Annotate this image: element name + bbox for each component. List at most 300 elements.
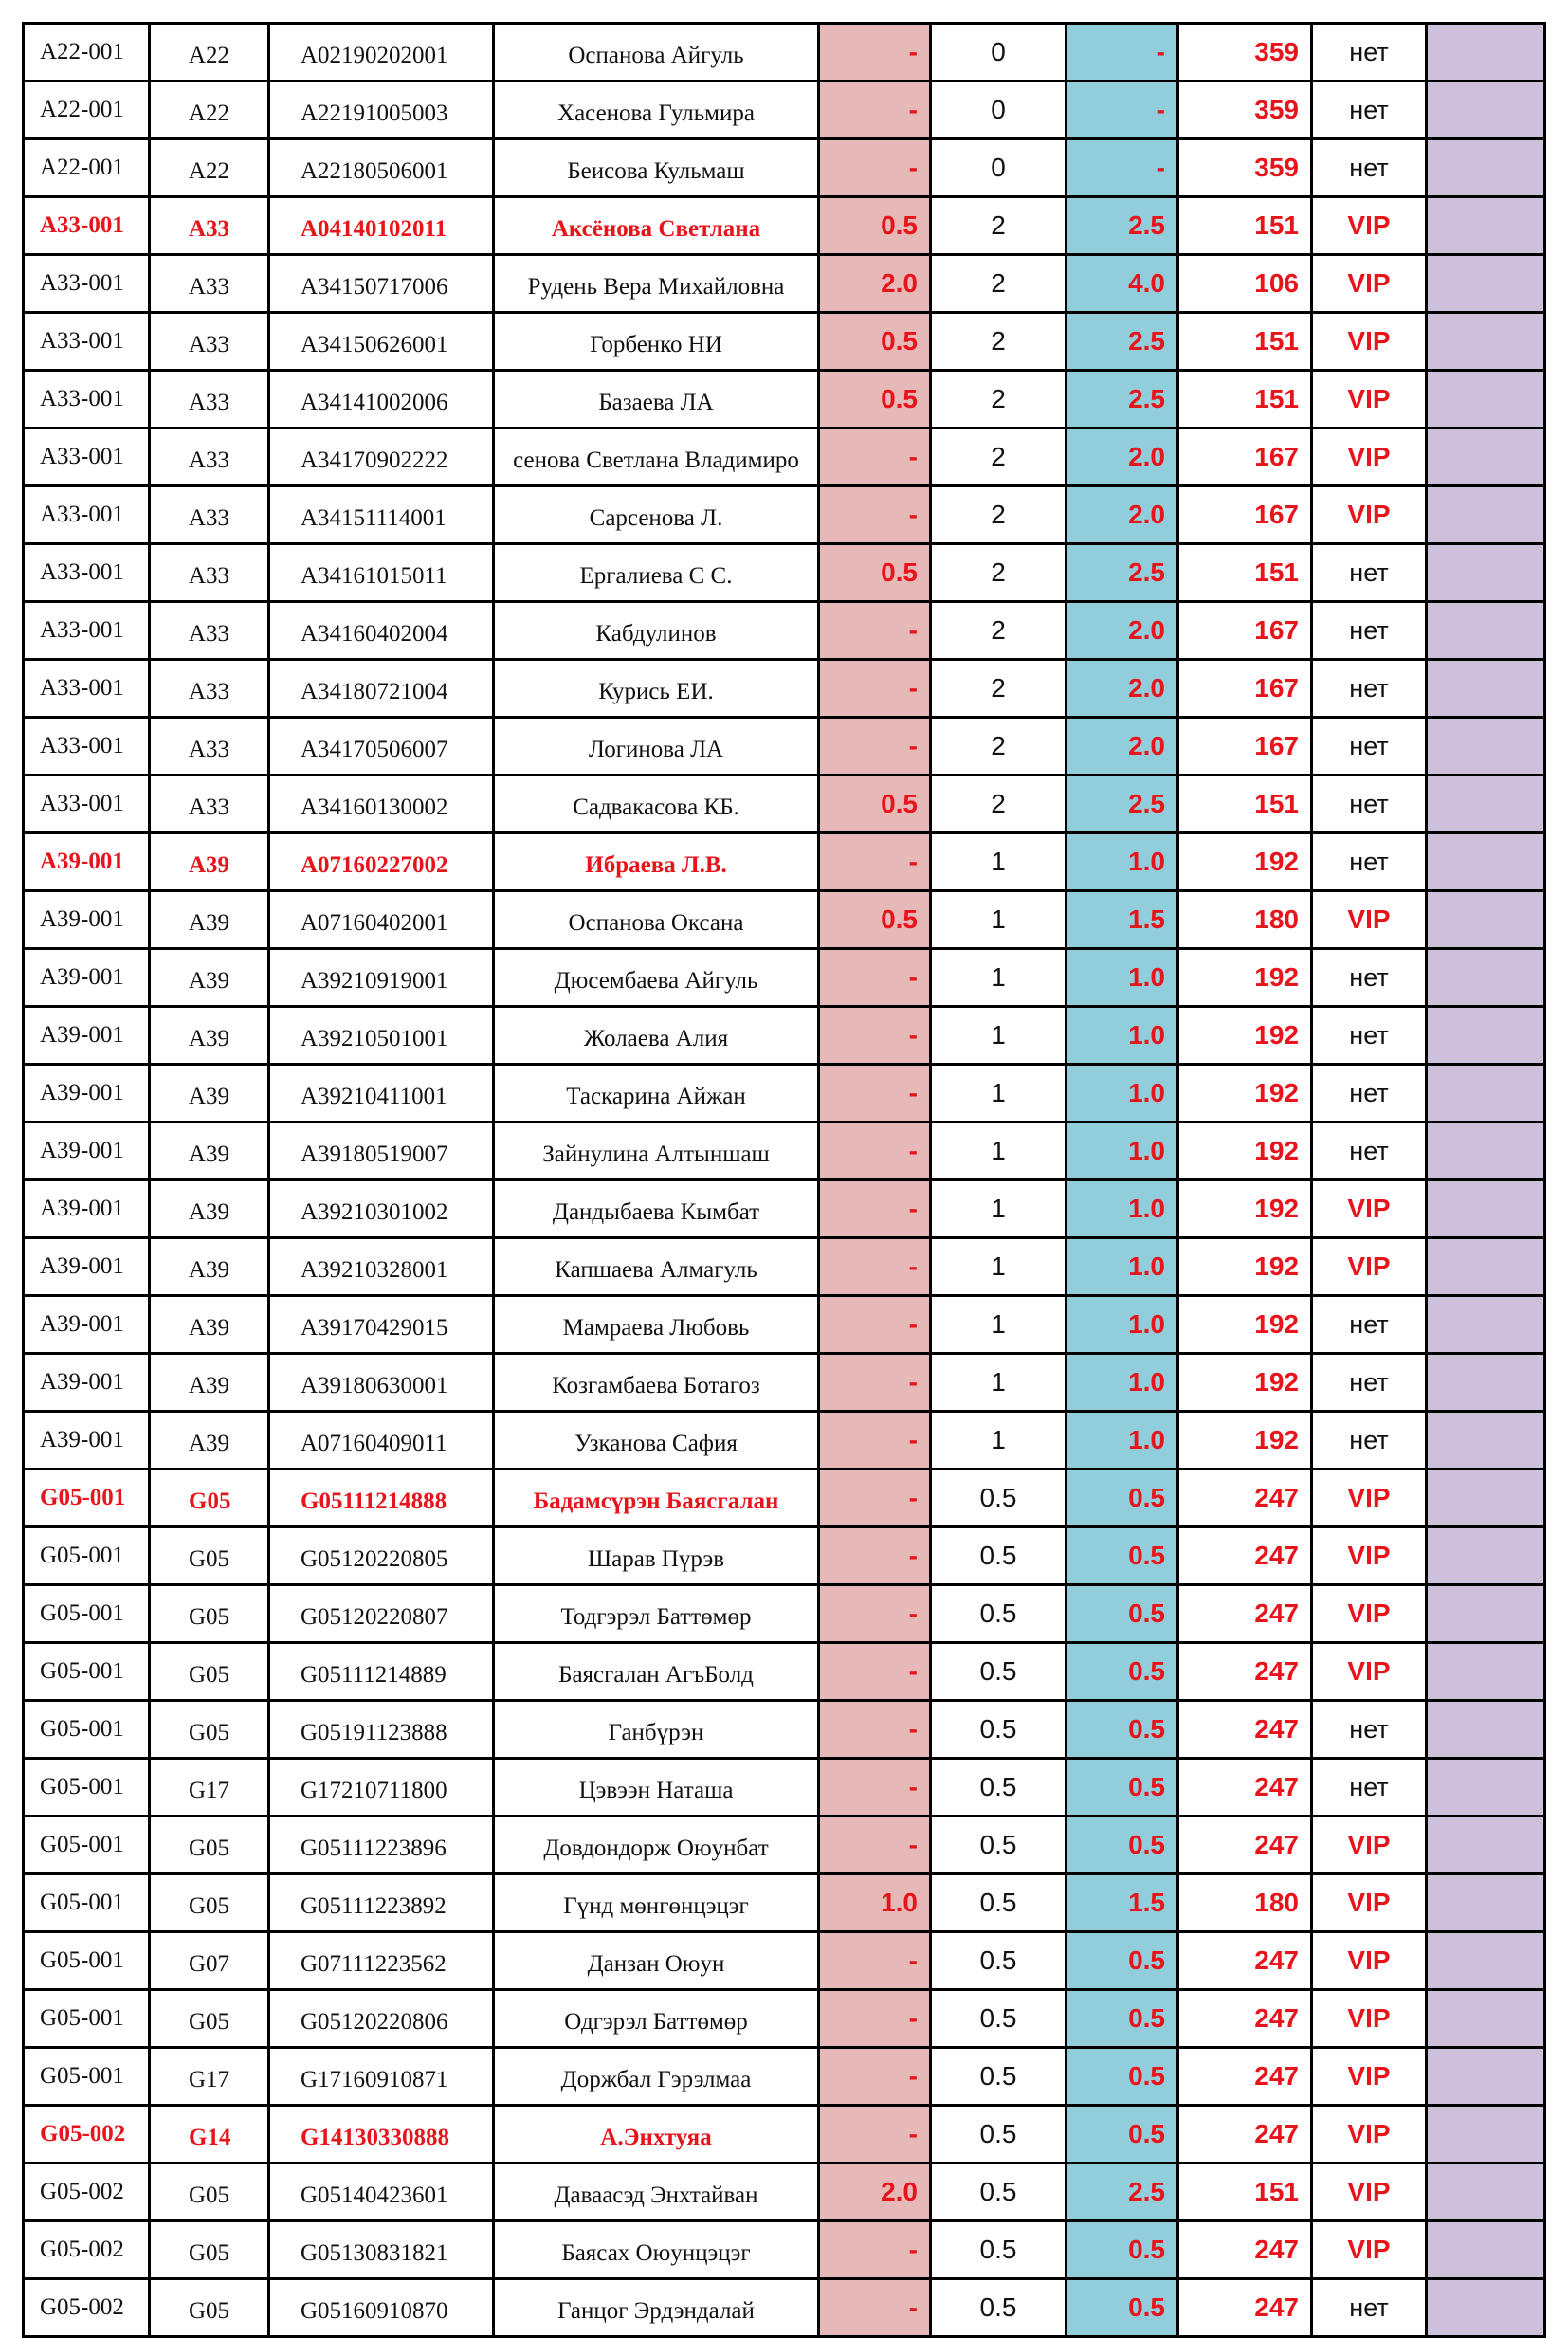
subgroup-cell: A33 — [150, 776, 269, 833]
bonus-cell: 0.5 — [819, 891, 931, 949]
group-cell: G05-002 — [24, 2106, 150, 2164]
status-cell: VIP — [1312, 313, 1427, 371]
name-cell: Гүнд мөнгөнцэцэг — [494, 1874, 819, 1932]
count-cell: 1 — [931, 1412, 1067, 1470]
status-cell: VIP — [1312, 891, 1427, 949]
price-cell: 247 — [1178, 1817, 1312, 1874]
subgroup-cell: A33 — [150, 255, 269, 313]
extra-cell — [1427, 1759, 1545, 1817]
name-cell: Рудень Вера Михайловна — [494, 255, 819, 313]
count-cell: 2 — [931, 602, 1067, 660]
extra-cell — [1427, 2279, 1545, 2337]
price-cell: 167 — [1178, 486, 1312, 544]
price-cell: 151 — [1178, 544, 1312, 602]
count-cell: 2 — [931, 313, 1067, 371]
price-cell: 192 — [1178, 1354, 1312, 1412]
subgroup-cell: A39 — [150, 891, 269, 949]
name-cell: Ганцог Эрдэндалай — [494, 2279, 819, 2337]
group-cell: A39-001 — [24, 949, 150, 1007]
subgroup-cell: G14 — [150, 2106, 269, 2164]
price-cell: 167 — [1178, 602, 1312, 660]
group-cell: G05-001 — [24, 1701, 150, 1759]
code-cell: A22180506001 — [269, 139, 494, 197]
name-cell: А.Энхтуяа — [494, 2106, 819, 2164]
table-row — [24, 2279, 1545, 2337]
name-cell: Кабдулинов — [494, 602, 819, 660]
count-cell: 2 — [931, 544, 1067, 602]
code-cell: G05111223892 — [269, 1874, 494, 1932]
bonus-cell: 0.5 — [819, 371, 931, 429]
group-cell: A22-001 — [24, 139, 150, 197]
name-cell: Ергалиева С С. — [494, 544, 819, 602]
table-row — [24, 1238, 1545, 1296]
price-cell: 167 — [1178, 718, 1312, 776]
count-cell: 0 — [931, 82, 1067, 139]
total-cell: 2.0 — [1067, 486, 1178, 544]
extra-cell — [1427, 1354, 1545, 1412]
count-cell: 2 — [931, 660, 1067, 718]
extra-cell — [1427, 544, 1545, 602]
table-row — [24, 1817, 1545, 1874]
price-cell: 192 — [1178, 1238, 1312, 1296]
code-cell: A34141002006 — [269, 371, 494, 429]
table-row — [24, 2164, 1545, 2221]
count-cell: 0.5 — [931, 1701, 1067, 1759]
count-cell: 1 — [931, 891, 1067, 949]
code-cell: A34150717006 — [269, 255, 494, 313]
count-cell: 1 — [931, 1065, 1067, 1123]
bonus-cell: - — [819, 1932, 931, 1990]
count-cell: 1 — [931, 949, 1067, 1007]
code-cell: A34170506007 — [269, 718, 494, 776]
price-cell: 192 — [1178, 1296, 1312, 1354]
total-cell: 0.5 — [1067, 1932, 1178, 1990]
name-cell: Козгамбаева Ботагоз — [494, 1354, 819, 1412]
total-cell: 0.5 — [1067, 1817, 1178, 1874]
group-cell: A33-001 — [24, 486, 150, 544]
status-cell: VIP — [1312, 1932, 1427, 1990]
status-cell: нет — [1312, 1759, 1427, 1817]
price-cell: 106 — [1178, 255, 1312, 313]
bonus-cell: - — [819, 2048, 931, 2106]
price-cell: 192 — [1178, 833, 1312, 891]
total-cell: 0.5 — [1067, 1643, 1178, 1701]
table-row — [24, 602, 1545, 660]
code-cell: A02190202001 — [269, 24, 494, 82]
table-row — [24, 1470, 1545, 1527]
status-cell: VIP — [1312, 1180, 1427, 1238]
code-cell: A22191005003 — [269, 82, 494, 139]
bonus-cell: 2.0 — [819, 255, 931, 313]
name-cell: Курись ЕИ. — [494, 660, 819, 718]
count-cell: 0.5 — [931, 1990, 1067, 2048]
table-row — [24, 24, 1545, 82]
extra-cell — [1427, 1412, 1545, 1470]
code-cell: G07111223562 — [269, 1932, 494, 1990]
table-row — [24, 429, 1545, 486]
status-cell: нет — [1312, 139, 1427, 197]
status-cell: VIP — [1312, 371, 1427, 429]
name-cell: Дюсембаева Айгуль — [494, 949, 819, 1007]
status-cell: нет — [1312, 2279, 1427, 2337]
bonus-cell: 2.0 — [819, 2164, 931, 2221]
table-row — [24, 1123, 1545, 1180]
bonus-cell: - — [819, 1643, 931, 1701]
subgroup-cell: A33 — [150, 371, 269, 429]
extra-cell — [1427, 891, 1545, 949]
code-cell: G05130831821 — [269, 2221, 494, 2279]
code-cell: G17210711800 — [269, 1759, 494, 1817]
table-row — [24, 891, 1545, 949]
subgroup-cell: G05 — [150, 1874, 269, 1932]
table-row — [24, 1354, 1545, 1412]
price-cell: 247 — [1178, 1932, 1312, 1990]
name-cell: Данзан Оюун — [494, 1932, 819, 1990]
bonus-cell: - — [819, 2106, 931, 2164]
status-cell: VIP — [1312, 2106, 1427, 2164]
bonus-cell: - — [819, 949, 931, 1007]
table-row — [24, 486, 1545, 544]
bonus-cell: 0.5 — [819, 544, 931, 602]
table-row — [24, 82, 1545, 139]
name-cell: Бадамсүрэн Баясгалан — [494, 1470, 819, 1527]
group-cell: G05-001 — [24, 1932, 150, 1990]
status-cell: VIP — [1312, 1643, 1427, 1701]
table-row — [24, 2106, 1545, 2164]
price-cell: 192 — [1178, 949, 1312, 1007]
group-cell: G05-001 — [24, 1470, 150, 1527]
status-cell: VIP — [1312, 1238, 1427, 1296]
code-cell: A34151114001 — [269, 486, 494, 544]
total-cell: 1.0 — [1067, 949, 1178, 1007]
name-cell: Таскарина Айжан — [494, 1065, 819, 1123]
name-cell: Довдондорж Оюунбат — [494, 1817, 819, 1874]
total-cell: 1.5 — [1067, 891, 1178, 949]
price-cell: 151 — [1178, 371, 1312, 429]
table-row — [24, 1180, 1545, 1238]
code-cell: A34170902222 — [269, 429, 494, 486]
group-cell: A33-001 — [24, 718, 150, 776]
total-cell: - — [1067, 82, 1178, 139]
bonus-cell: - — [819, 1007, 931, 1065]
table-row — [24, 255, 1545, 313]
name-cell: Дандыбаева Кымбат — [494, 1180, 819, 1238]
price-cell: 247 — [1178, 1470, 1312, 1527]
name-cell: Одгэрэл Баттөмөр — [494, 1990, 819, 2048]
subgroup-cell: A33 — [150, 486, 269, 544]
table-row — [24, 1701, 1545, 1759]
count-cell: 1 — [931, 833, 1067, 891]
price-cell: 151 — [1178, 776, 1312, 833]
group-cell: A22-001 — [24, 82, 150, 139]
extra-cell — [1427, 2048, 1545, 2106]
count-cell: 0.5 — [931, 2221, 1067, 2279]
total-cell: 1.0 — [1067, 1007, 1178, 1065]
subgroup-cell: A39 — [150, 1354, 269, 1412]
status-cell: VIP — [1312, 1527, 1427, 1585]
total-cell: 2.0 — [1067, 718, 1178, 776]
total-cell: 0.5 — [1067, 2106, 1178, 2164]
status-cell: нет — [1312, 1065, 1427, 1123]
name-cell: Жолаева Алия — [494, 1007, 819, 1065]
total-cell: 2.5 — [1067, 313, 1178, 371]
code-cell: G05140423601 — [269, 2164, 494, 2221]
code-cell: G05120220807 — [269, 1585, 494, 1643]
status-cell: нет — [1312, 1123, 1427, 1180]
extra-cell — [1427, 313, 1545, 371]
bonus-cell: - — [819, 1470, 931, 1527]
code-cell: A39210328001 — [269, 1238, 494, 1296]
total-cell: 0.5 — [1067, 1990, 1178, 2048]
bonus-cell: - — [819, 429, 931, 486]
group-cell: A39-001 — [24, 833, 150, 891]
count-cell: 2 — [931, 429, 1067, 486]
name-cell: Беисова Кульмаш — [494, 139, 819, 197]
extra-cell — [1427, 255, 1545, 313]
price-cell: 247 — [1178, 2279, 1312, 2337]
group-cell: A33-001 — [24, 197, 150, 255]
status-cell: нет — [1312, 660, 1427, 718]
subgroup-cell: A33 — [150, 313, 269, 371]
total-cell: 0.5 — [1067, 1470, 1178, 1527]
subgroup-cell: G17 — [150, 1759, 269, 1817]
price-cell: 180 — [1178, 1874, 1312, 1932]
code-cell: G05160910870 — [269, 2279, 494, 2337]
subgroup-cell: G05 — [150, 1643, 269, 1701]
extra-cell — [1427, 371, 1545, 429]
price-cell: 359 — [1178, 139, 1312, 197]
status-cell: нет — [1312, 1701, 1427, 1759]
group-cell: A39-001 — [24, 1238, 150, 1296]
group-cell: A33-001 — [24, 313, 150, 371]
count-cell: 0.5 — [931, 1932, 1067, 1990]
count-cell: 0.5 — [931, 1527, 1067, 1585]
total-cell: 1.0 — [1067, 1412, 1178, 1470]
extra-cell — [1427, 139, 1545, 197]
total-cell: 0.5 — [1067, 2279, 1178, 2337]
name-cell: Ибраева Л.В. — [494, 833, 819, 891]
extra-cell — [1427, 1585, 1545, 1643]
total-cell: 2.5 — [1067, 776, 1178, 833]
extra-cell — [1427, 949, 1545, 1007]
count-cell: 0.5 — [931, 1759, 1067, 1817]
price-cell: 359 — [1178, 82, 1312, 139]
name-cell: Горбенко НИ — [494, 313, 819, 371]
count-cell: 2 — [931, 255, 1067, 313]
price-cell: 247 — [1178, 1759, 1312, 1817]
code-cell: A34161015011 — [269, 544, 494, 602]
price-cell: 167 — [1178, 429, 1312, 486]
count-cell: 2 — [931, 486, 1067, 544]
bonus-cell: - — [819, 1354, 931, 1412]
code-cell: G14130330888 — [269, 2106, 494, 2164]
extra-cell — [1427, 1701, 1545, 1759]
table-row — [24, 1643, 1545, 1701]
bonus-cell: - — [819, 82, 931, 139]
subgroup-cell: A33 — [150, 718, 269, 776]
table-row — [24, 1585, 1545, 1643]
status-cell: нет — [1312, 718, 1427, 776]
table-row — [24, 1007, 1545, 1065]
total-cell: 1.0 — [1067, 1180, 1178, 1238]
name-cell: Шарав Пүрэв — [494, 1527, 819, 1585]
extra-cell — [1427, 1932, 1545, 1990]
table-row — [24, 1296, 1545, 1354]
group-cell: A33-001 — [24, 371, 150, 429]
table-row — [24, 313, 1545, 371]
extra-cell — [1427, 1123, 1545, 1180]
total-cell: 0.5 — [1067, 1527, 1178, 1585]
name-cell: Зайнулина Алтыншаш — [494, 1123, 819, 1180]
table-body — [24, 24, 1545, 2337]
total-cell: - — [1067, 139, 1178, 197]
code-cell: G17160910871 — [269, 2048, 494, 2106]
price-cell: 151 — [1178, 313, 1312, 371]
subgroup-cell: A33 — [150, 602, 269, 660]
name-cell: Даваасэд Энхтайван — [494, 2164, 819, 2221]
group-cell: G05-001 — [24, 1527, 150, 1585]
total-cell: 0.5 — [1067, 1759, 1178, 1817]
table-row — [24, 2048, 1545, 2106]
price-cell: 359 — [1178, 24, 1312, 82]
subgroup-cell: G05 — [150, 1701, 269, 1759]
count-cell: 1 — [931, 1354, 1067, 1412]
total-cell: 1.0 — [1067, 833, 1178, 891]
status-cell: VIP — [1312, 1817, 1427, 1874]
subgroup-cell: A39 — [150, 1238, 269, 1296]
subgroup-cell: G05 — [150, 1527, 269, 1585]
group-cell: A39-001 — [24, 1180, 150, 1238]
bonus-cell: 1.0 — [819, 1874, 931, 1932]
total-cell: 2.0 — [1067, 429, 1178, 486]
total-cell: 4.0 — [1067, 255, 1178, 313]
subgroup-cell: G05 — [150, 2279, 269, 2337]
count-cell: 2 — [931, 776, 1067, 833]
subgroup-cell: G17 — [150, 2048, 269, 2106]
group-cell: A39-001 — [24, 1123, 150, 1180]
status-cell: нет — [1312, 833, 1427, 891]
count-cell: 1 — [931, 1238, 1067, 1296]
code-cell: A34160130002 — [269, 776, 494, 833]
code-cell: G05120220805 — [269, 1527, 494, 1585]
table-row — [24, 2221, 1545, 2279]
count-cell: 0.5 — [931, 1643, 1067, 1701]
status-cell: нет — [1312, 1007, 1427, 1065]
total-cell: 2.5 — [1067, 371, 1178, 429]
subgroup-cell: A39 — [150, 1007, 269, 1065]
price-cell: 247 — [1178, 2106, 1312, 2164]
total-cell: 0.5 — [1067, 1585, 1178, 1643]
count-cell: 0.5 — [931, 2279, 1067, 2337]
subgroup-cell: G05 — [150, 1817, 269, 1874]
extra-cell — [1427, 602, 1545, 660]
code-cell: A34160402004 — [269, 602, 494, 660]
data-table — [22, 22, 1546, 2338]
total-cell: 1.0 — [1067, 1238, 1178, 1296]
bonus-cell: - — [819, 2221, 931, 2279]
status-cell: VIP — [1312, 486, 1427, 544]
status-cell: VIP — [1312, 2048, 1427, 2106]
code-cell: A39180519007 — [269, 1123, 494, 1180]
group-cell: A33-001 — [24, 776, 150, 833]
bonus-cell: - — [819, 1817, 931, 1874]
subgroup-cell: A39 — [150, 833, 269, 891]
subgroup-cell: A39 — [150, 1180, 269, 1238]
extra-cell — [1427, 1817, 1545, 1874]
name-cell: Логинова ЛА — [494, 718, 819, 776]
subgroup-cell: A39 — [150, 949, 269, 1007]
table-row — [24, 1065, 1545, 1123]
group-cell: A22-001 — [24, 24, 150, 82]
subgroup-cell: A33 — [150, 429, 269, 486]
count-cell: 0.5 — [931, 1470, 1067, 1527]
status-cell: нет — [1312, 602, 1427, 660]
price-cell: 247 — [1178, 2048, 1312, 2106]
name-cell: сенова Светлана Владимиро — [494, 429, 819, 486]
status-cell: нет — [1312, 82, 1427, 139]
name-cell: Оспанова Оксана — [494, 891, 819, 949]
extra-cell — [1427, 776, 1545, 833]
total-cell: 0.5 — [1067, 1701, 1178, 1759]
price-cell: 180 — [1178, 891, 1312, 949]
extra-cell — [1427, 1180, 1545, 1238]
subgroup-cell: A33 — [150, 197, 269, 255]
table-row — [24, 1932, 1545, 1990]
total-cell: 2.5 — [1067, 2164, 1178, 2221]
extra-cell — [1427, 1065, 1545, 1123]
group-cell: G05-001 — [24, 1874, 150, 1932]
count-cell: 0 — [931, 24, 1067, 82]
code-cell: G05111223896 — [269, 1817, 494, 1874]
group-cell: G05-001 — [24, 2048, 150, 2106]
code-cell: A34150626001 — [269, 313, 494, 371]
code-cell: A07160409011 — [269, 1412, 494, 1470]
extra-cell — [1427, 486, 1545, 544]
total-cell: 1.5 — [1067, 1874, 1178, 1932]
price-cell: 192 — [1178, 1065, 1312, 1123]
extra-cell — [1427, 718, 1545, 776]
status-cell: VIP — [1312, 1585, 1427, 1643]
status-cell: нет — [1312, 24, 1427, 82]
count-cell: 0.5 — [931, 2106, 1067, 2164]
subgroup-cell: G05 — [150, 1585, 269, 1643]
table-row — [24, 371, 1545, 429]
bonus-cell: - — [819, 1238, 931, 1296]
count-cell: 0.5 — [931, 1874, 1067, 1932]
extra-cell — [1427, 1643, 1545, 1701]
extra-cell — [1427, 1238, 1545, 1296]
code-cell: A39210501001 — [269, 1007, 494, 1065]
group-cell: A39-001 — [24, 1412, 150, 1470]
price-cell: 192 — [1178, 1180, 1312, 1238]
status-cell: VIP — [1312, 429, 1427, 486]
table-row — [24, 1412, 1545, 1470]
extra-cell — [1427, 1874, 1545, 1932]
count-cell: 0.5 — [931, 2164, 1067, 2221]
bonus-cell: - — [819, 1990, 931, 2048]
code-cell: A39210919001 — [269, 949, 494, 1007]
group-cell: G05-002 — [24, 2279, 150, 2337]
table-row — [24, 1527, 1545, 1585]
name-cell: Баясгалан АгъБолд — [494, 1643, 819, 1701]
name-cell: Узканова Сафия — [494, 1412, 819, 1470]
code-cell: A39170429015 — [269, 1296, 494, 1354]
status-cell: VIP — [1312, 2164, 1427, 2221]
subgroup-cell: A33 — [150, 660, 269, 718]
code-cell: A39180630001 — [269, 1354, 494, 1412]
status-cell: VIP — [1312, 1990, 1427, 2048]
code-cell: G05111214889 — [269, 1643, 494, 1701]
